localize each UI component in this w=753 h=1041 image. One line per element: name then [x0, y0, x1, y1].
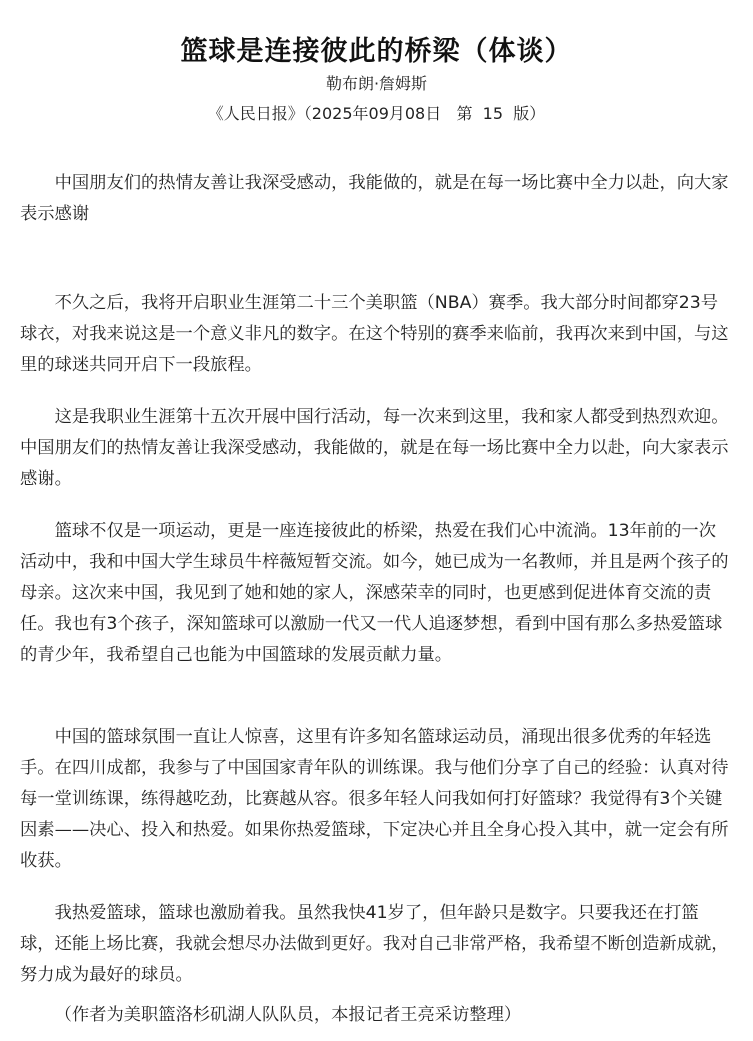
article-paragraph: 我热爱篮球，篮球也激励着我。虽然我快41岁了，但年龄只是数字。只要我还在打篮球，还能上场比赛，我就会想尽办法做到更好。我对自己非常严格，我希望不断创造新成就，努力成为最好的球员。	[20, 903, 729, 985]
author-note: （作者为美职篮洛杉矶湖人队队员，本报记者王亮采访整理）	[54, 1005, 522, 1025]
article-paragraph: 篮球不仅是一项运动，更是一座连接彼此的桥梁，热爱在我们心中流淌。13年前的一次活动中，我和中国大学生球员牛梓薇短暂交流。如今，她已成为一名教师，并且是两个孩子的母亲。这次来中国，我见到了她和她的家人，深感荣幸的同时，也更感到促进体育交流的责任。我也有3个孩子，深知篮球可以激励一代又一代人追逐梦想，看到中国有那么多热爱篮球的青少年，我希望自己也能为中国篮球的发展贡献力量。	[20, 521, 729, 665]
article-title: 篮球是连接彼此的桥梁（体谈）	[180, 36, 573, 68]
article-subtitle-paragraph: 中国朋友们的热情友善让我深受感动，我能做的，就是在每一场比赛中全力以赴，向大家表示感谢	[20, 173, 729, 224]
article-author: 勒布朗·詹姆斯	[325, 74, 428, 93]
article-paragraph: 不久之后，我将开启职业生涯第二十三个美职篮（NBA）赛季。我大部分时间都穿23号球衣，对我来说这是一个意义非凡的数字。在这个特别的赛季来临前，我再次来到中国，与这里的球迷共同开启下一段旅程。	[20, 293, 729, 375]
article-source: 《人民日报》（2025年09月08日 第 15 版）	[207, 104, 546, 123]
article-paragraph: 这是我职业生涯第十五次开展中国行活动，每一次来到这里，我和家人都受到热烈欢迎。中国朋友们的热情友善让我深受感动，我能做的，就是在每一场比赛中全力以赴，向大家表示感谢。	[20, 407, 729, 489]
article-paragraph: 中国的篮球氛围一直让人惊喜，这里有许多知名篮球运动员，涌现出很多优秀的年轻选手。在四川成都，我参与了中国国家青年队的训练课。我与他们分享了自己的经验：认真对待每一堂训练课，练得越吃劲，比赛越从容。很多年轻人问我如何打好篮球？我觉得有3个关键因素——决心、投入和热爱。如果你热爱篮球，下定决心并且全身心投入其中，就一定会有所收获。	[20, 727, 729, 871]
